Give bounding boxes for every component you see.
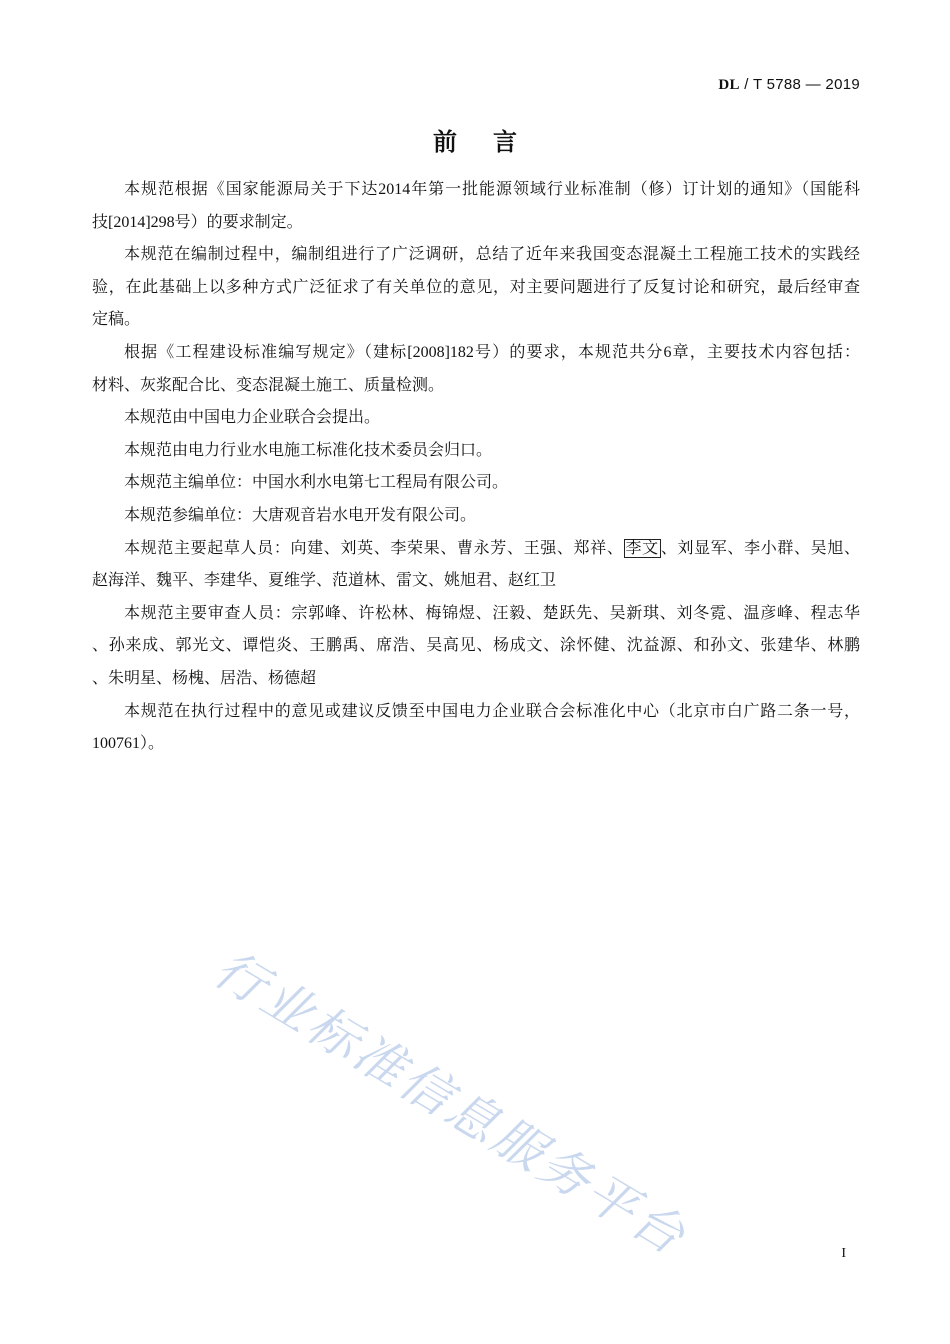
standard-prefix: DL — [718, 77, 740, 93]
text-line: 100761）。 — [92, 735, 165, 753]
text-line: 、朱明星、杨槐、居浩、杨德超 — [92, 669, 317, 687]
standard-number — [718, 76, 860, 94]
text-line: 验，在此基础上以多种方式广泛征求了有关单位的意见，对主要问题进行了反复讨论和研究，最后经审查 — [92, 278, 860, 296]
drafters-line — [92, 533, 860, 566]
text-line: 根据《工程建设标准编写规定》（建标[2008]182号）的要求，本规范共分6章，主要技术内容包括： — [124, 343, 860, 361]
text-line: 本规范由电力行业水电施工标准化技术委员会归口。 — [124, 441, 493, 459]
text-line: 本规范由中国电力企业联合会提出。 — [124, 409, 381, 427]
text-line: 本规范在编制过程中，编制组进行了广泛调研，总结了近年来我国变态混凝土工程施工技术的实践经 — [124, 246, 860, 264]
page-title: 前言 — [433, 130, 553, 156]
text-line: 本规范根据《国家能源局关于下达2014年第一批能源领域行业标准制（修）订计划的通知》（国能科 — [124, 181, 860, 198]
foreword-body — [92, 174, 860, 761]
text-line: 本规范主编单位：中国水利水电第七工程局有限公司。 — [124, 474, 509, 492]
page-number: I — [841, 1246, 846, 1261]
text-line: 定稿。 — [92, 311, 141, 329]
text-line: 材料、灰浆配合比、变态混凝土施工、质量检测。 — [92, 376, 445, 394]
standard-code: / T 5788 — 2019 — [739, 76, 860, 93]
drafters-text: 、刘显军、李小群、吴旭、 — [660, 539, 860, 557]
text-line: 本规范主要审查人员：宗郭峰、许松林、梅锦煜、汪毅、楚跃先、吴新琪、刘冬霓、温彦峰、程志华 — [124, 604, 860, 622]
text-line: 、孙来成、郭光文、谭恺炎、王鹏禹、席浩、吴高见、杨成文、涂怀健、沈益源、和孙文、张建华、林鹏 — [92, 637, 860, 655]
watermark: 行业标准信息服务平台 — [204, 940, 697, 1267]
boxed-name: 李文 — [625, 539, 659, 557]
text-line: 技[2014]298号）的要求制定。 — [92, 213, 303, 231]
drafters-text: 本规范主要起草人员：向建、刘英、李荣果、曹永芳、王强、郑祥、 — [124, 539, 624, 557]
text-line: 本规范在执行过程中的意见或建议反馈至中国电力企业联合会标准化中心（北京市白广路二条一号， — [124, 702, 860, 720]
text-line: 本规范参编单位：大唐观音岩水电开发有限公司。 — [124, 506, 477, 524]
text-line: 赵海洋、魏平、李建华、夏维学、范道林、雷文、姚旭君、赵红卫 — [92, 572, 557, 590]
